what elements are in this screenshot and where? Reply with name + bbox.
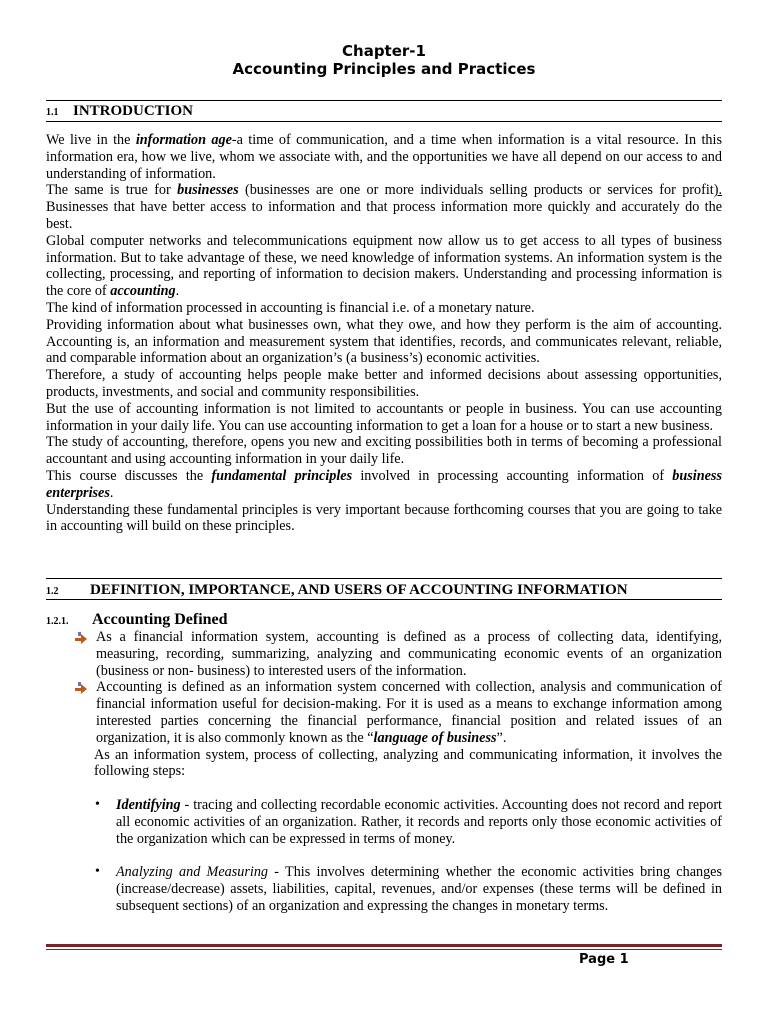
- steps-intro: As an information system, process of collecting, analyzing and communicating information, it involves the following steps:: [94, 746, 722, 780]
- section-1-bottom-rule: [46, 121, 722, 122]
- footer-rule-thin: [46, 949, 722, 950]
- section-1-number: 1.1: [46, 107, 59, 118]
- chapter-title: Accounting Principles and Practices: [232, 60, 536, 78]
- definition-list: [74, 629, 722, 780]
- section-1-top-rule: [46, 100, 722, 101]
- page-number: Page 1: [579, 952, 629, 967]
- arrow-bullet-icon: [74, 681, 88, 694]
- chapter-number: Chapter-1: [342, 42, 426, 60]
- introduction-body: [46, 132, 722, 535]
- bullet-dot-icon: •: [95, 864, 100, 880]
- intro-paragraph-2: The same is true for businesses (businesses are one or more individuals selling products or services for profit). Businesses that have better access to information and that process information more quickly and accurately do the best.: [46, 182, 722, 232]
- intro-paragraph-5: Providing information about what businesses own, what they owe, and how they perform is the aim of accounting. Accounting is, an information and measurement system that identifies, records, and communicates relevant, reliable, and comparable information about an organization’s (a business’s) economic activities.: [46, 316, 722, 367]
- subsection-title: Accounting Defined: [92, 611, 228, 628]
- step-item-analyzing: • Analyzing and Measuring - This involves determining whether the economic activities bring changes (increase/decrease) assets, liabilities, capital, revenues, and/or expenses (these terms will be defined in subsequent sections) of an organization and expressing the changes in monetary terms.: [95, 864, 723, 914]
- subsection-number: 1.2.1.: [46, 616, 69, 627]
- step-item-identifying: • Identifying - tracing and collecting recordable economic activities. Accounting does not record and report all economic activities of an organization. Rather, it records and reports only those economic activities of the organization which can be expressed in terms of money.: [95, 797, 722, 847]
- footer-rule-thick: [46, 944, 722, 947]
- section-2-title: DEFINITION, IMPORTANCE, AND USERS OF ACCOUNTING INFORMATION: [90, 582, 628, 598]
- section-2-number: 1.2: [46, 586, 59, 597]
- definition-item: As a financial information system, accounting is defined as a process of collecting data, identifying, measuring, recording, summarizing, analyzing and communicating economic events of an organization (business or non- business) to interested users of the information.: [74, 629, 722, 679]
- intro-paragraph-8: The study of accounting, therefore, opens you new and exciting possibilities both in terms of becoming a professional accountant and using accounting information in your daily life.: [46, 434, 722, 468]
- section-2-top-rule: [46, 578, 722, 579]
- section-2-bottom-rule: [46, 599, 722, 600]
- section-1-title: INTRODUCTION: [73, 103, 194, 119]
- intro-paragraph-9: This course discusses the fundamental principles involved in processing accounting information of business enterprises.: [46, 467, 722, 501]
- intro-paragraph-6: Therefore, a study of accounting helps people make better and informed decisions about assessing opportunities, products, investments, and social and community responsibilities.: [46, 367, 722, 400]
- chapter-heading: [46, 42, 722, 78]
- intro-paragraph-1: We live in the information age-a time of communication, and a time when information is a vital resource. In this information era, how we live, whom we associate with, and the opportunities we have all depend on our access to and understanding of information.: [46, 132, 722, 182]
- intro-paragraph-3: Global computer networks and telecommunications equipment now allow us to get access to all types of business information. But to take advantage of these, we need knowledge of information systems. An information system is the collecting, processing, and reporting of information to decision makers. Understanding and processing information is the core of accounting.: [46, 232, 722, 300]
- intro-paragraph-4: The kind of information processed in accounting is financial i.e. of a monetary nature.: [46, 299, 535, 316]
- section-2-heading: [46, 581, 722, 601]
- definition-item: Accounting is defined as an information system concerned with collection, analysis and communication of financial information useful for decision-making. For it is used as a means to exchange information among interested parties concerning the financial performance, financial position and related issues of an organization, it is also commonly known as the “language of business”.: [74, 679, 722, 746]
- intro-paragraph-10: Understanding these fundamental principles is very important because forthcoming courses that you are going to take in accounting will build on these principles.: [46, 501, 722, 535]
- arrow-bullet-icon: [74, 631, 88, 644]
- steps-list: [92, 797, 722, 915]
- intro-paragraph-7: But the use of accounting information is not limited to accountants or people in business. You can use accounting information in your daily life. You can use accounting information to get a loan for a house or to start a new business.: [46, 400, 722, 434]
- bullet-dot-icon: •: [95, 797, 100, 812]
- subsection-heading: [46, 611, 722, 631]
- section-1-heading: [46, 102, 722, 122]
